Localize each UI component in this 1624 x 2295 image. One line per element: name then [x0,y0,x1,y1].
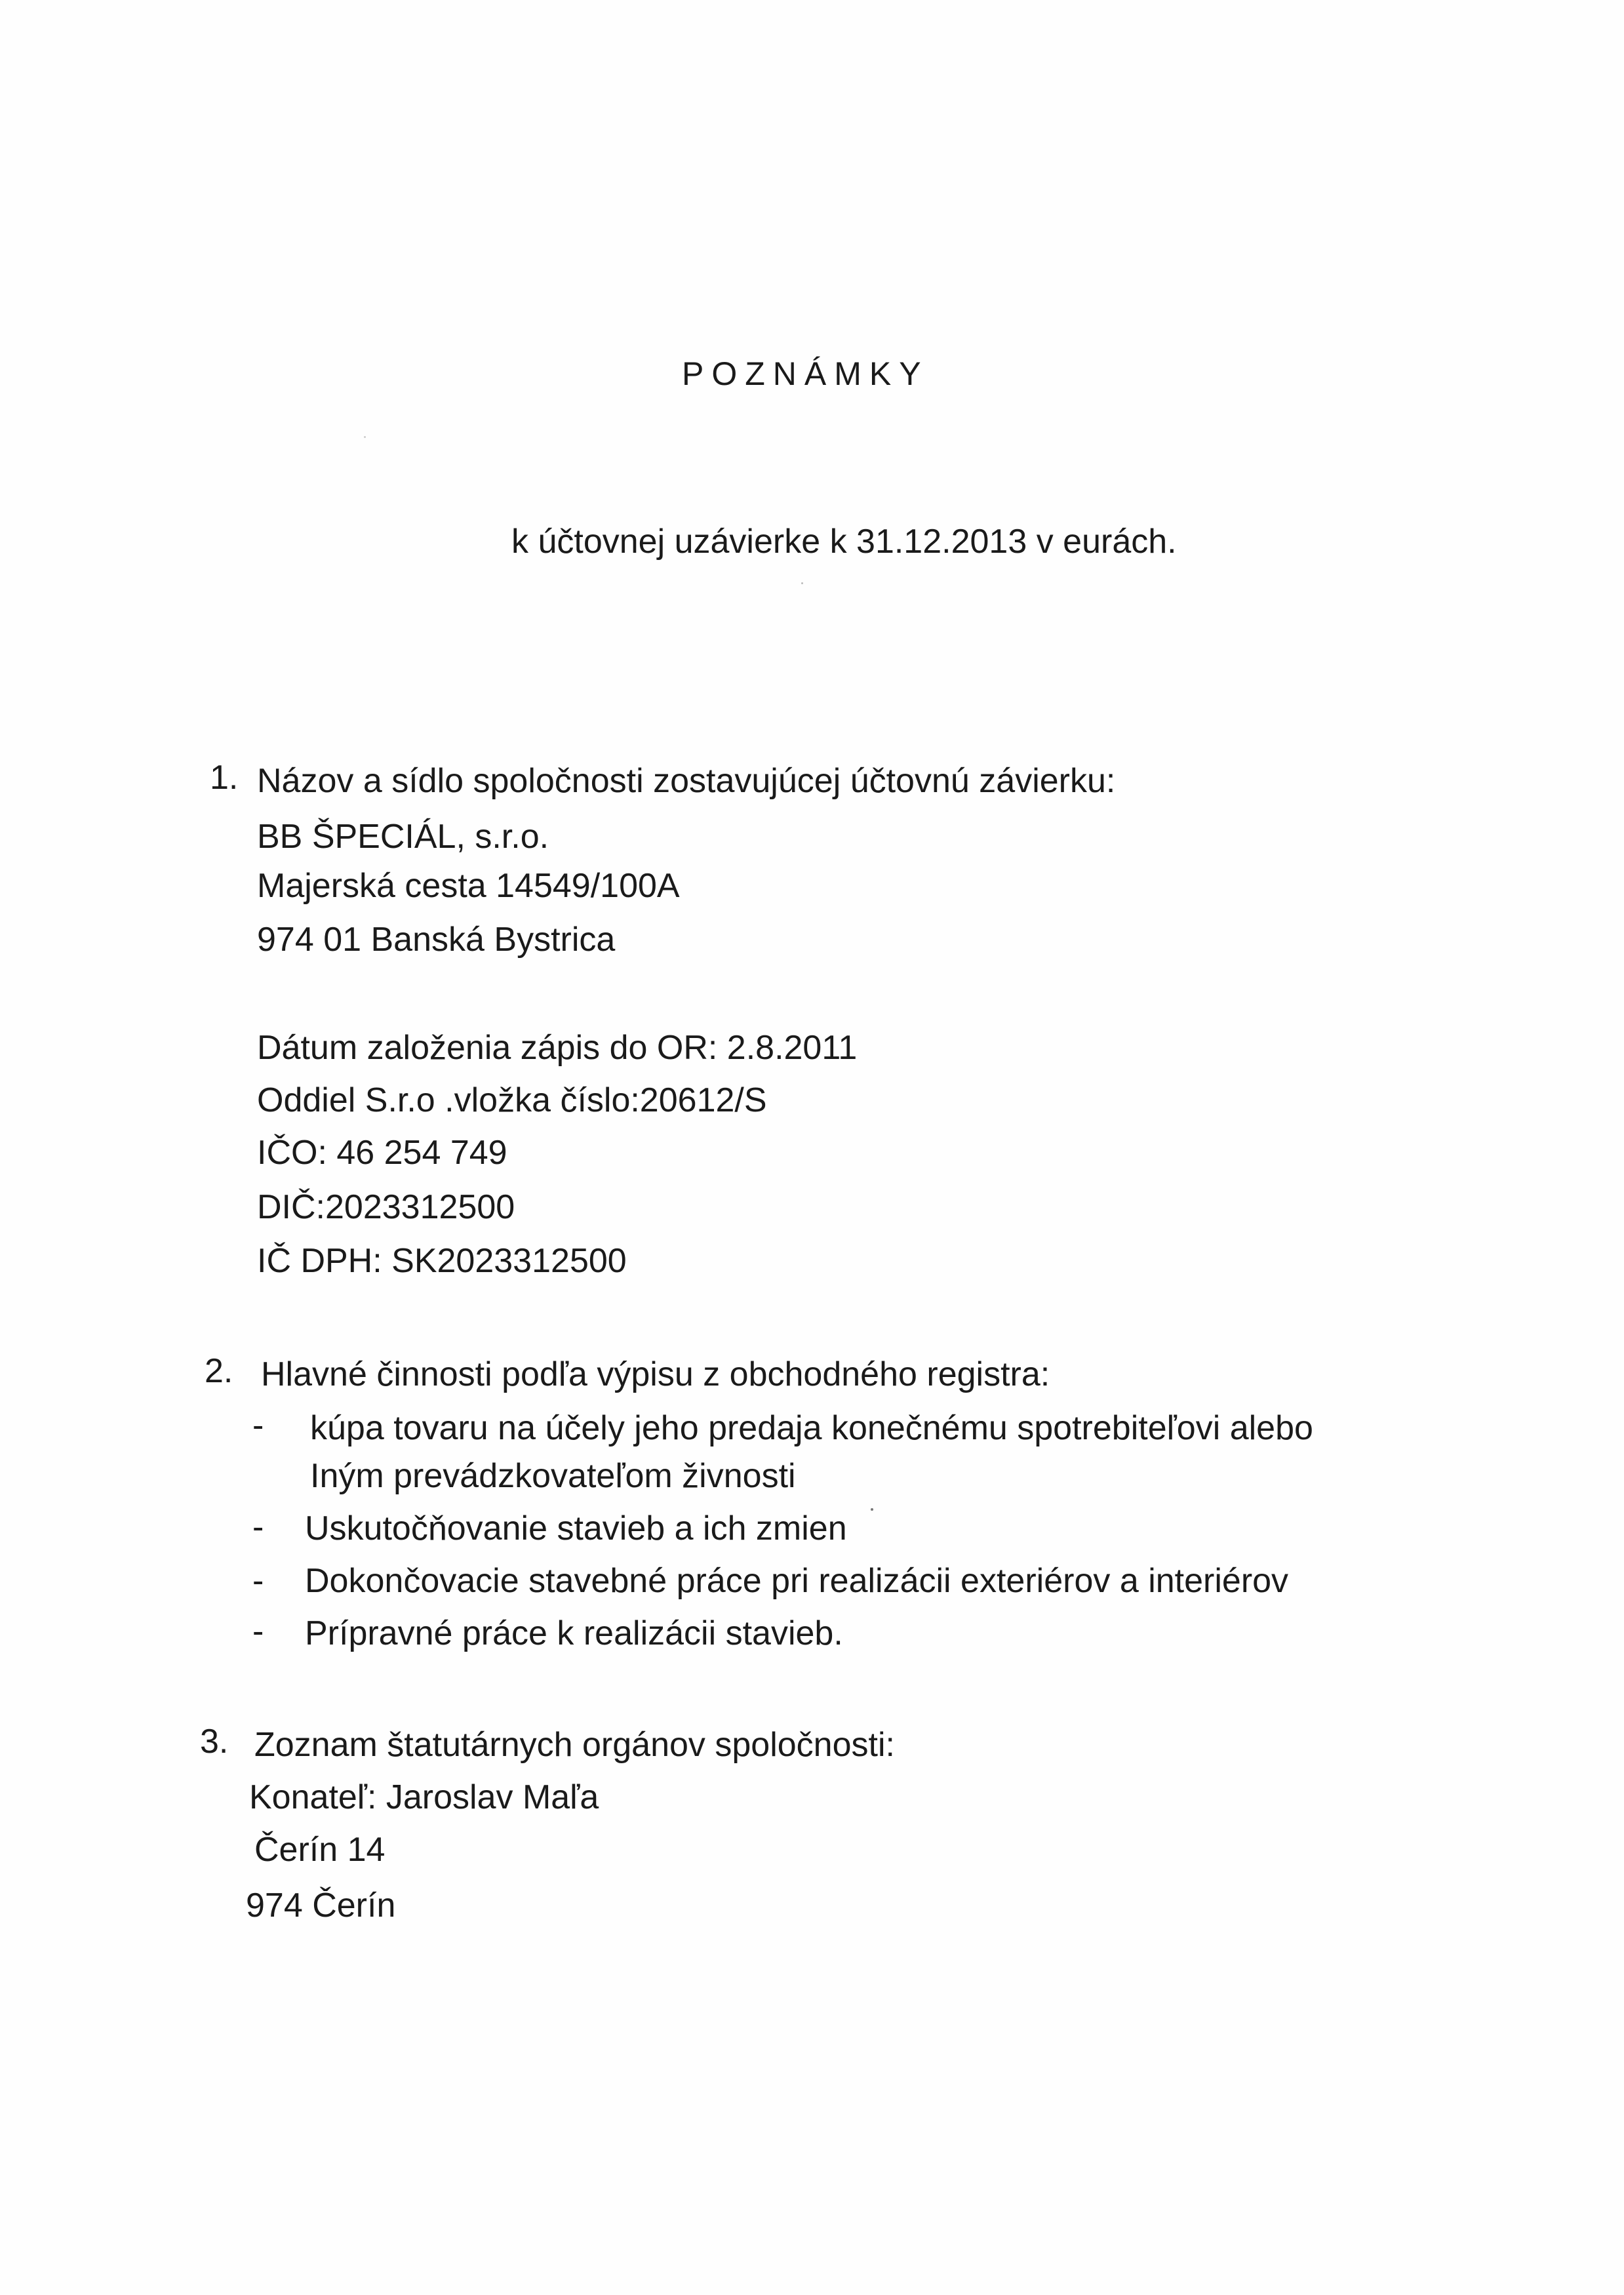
section-3-number: 3. [200,1723,229,1761]
bullet-dash: - [252,1562,264,1600]
register-entry: Oddiel S.r.o .vložka číslo:20612/S [257,1081,767,1119]
activity-item: kúpa tovaru na účely jeho predaja konečnému spotrebiteľovi alebo [310,1409,1313,1447]
company-name: BB ŠPECIÁL, s.r.o. [257,818,549,856]
founding-date: Dátum založenia zápis do OR: 2.8.2011 [257,1029,858,1067]
scan-speck [871,1508,873,1511]
section-2-heading: Hlavné činnosti podľa výpisu z obchodného registra: [261,1355,1050,1393]
activity-item-continuation: Iným prevádzkovateľom živnosti [310,1457,796,1495]
dic-number: DIČ:2023312500 [257,1188,515,1226]
bullet-dash: - [252,1612,264,1650]
bullet-dash: - [252,1508,264,1546]
section-2-number: 2. [205,1352,233,1390]
scan-speck [364,436,366,438]
company-street: Majerská cesta 14549/100A [257,867,680,905]
company-city: 974 01 Banská Bystrica [257,921,616,959]
section-3-heading: Zoznam štatutárnych orgánov spoločnosti: [254,1726,895,1764]
activity-item: Uskutočňovanie stavieb a ich zmien [305,1509,847,1547]
activity-item: Dokončovacie stavebné práce pri realizácii exteriérov a interiérov [305,1562,1289,1600]
executive-name: Konateľ: Jaroslav Maľa [249,1778,599,1816]
executive-street: Čerín 14 [254,1831,386,1869]
ic-dph-number: IČ DPH: SK2023312500 [257,1242,627,1280]
section-1-heading: Názov a sídlo spoločnosti zostavujúcej účtovnú závierku: [257,762,1116,800]
section-1-number: 1. [210,759,239,797]
executive-city: 974 Čerín [246,1886,396,1925]
activity-item: Prípravné práce k realizácii stavieb. [305,1614,843,1652]
scan-speck [801,582,803,584]
ico-number: IČO: 46 254 749 [257,1134,507,1172]
document-subtitle: k účtovnej uzávierke k 31.12.2013 v eurách. [511,523,1177,561]
document-title: POZNÁMKY [682,355,929,392]
bullet-dash: - [252,1407,264,1445]
